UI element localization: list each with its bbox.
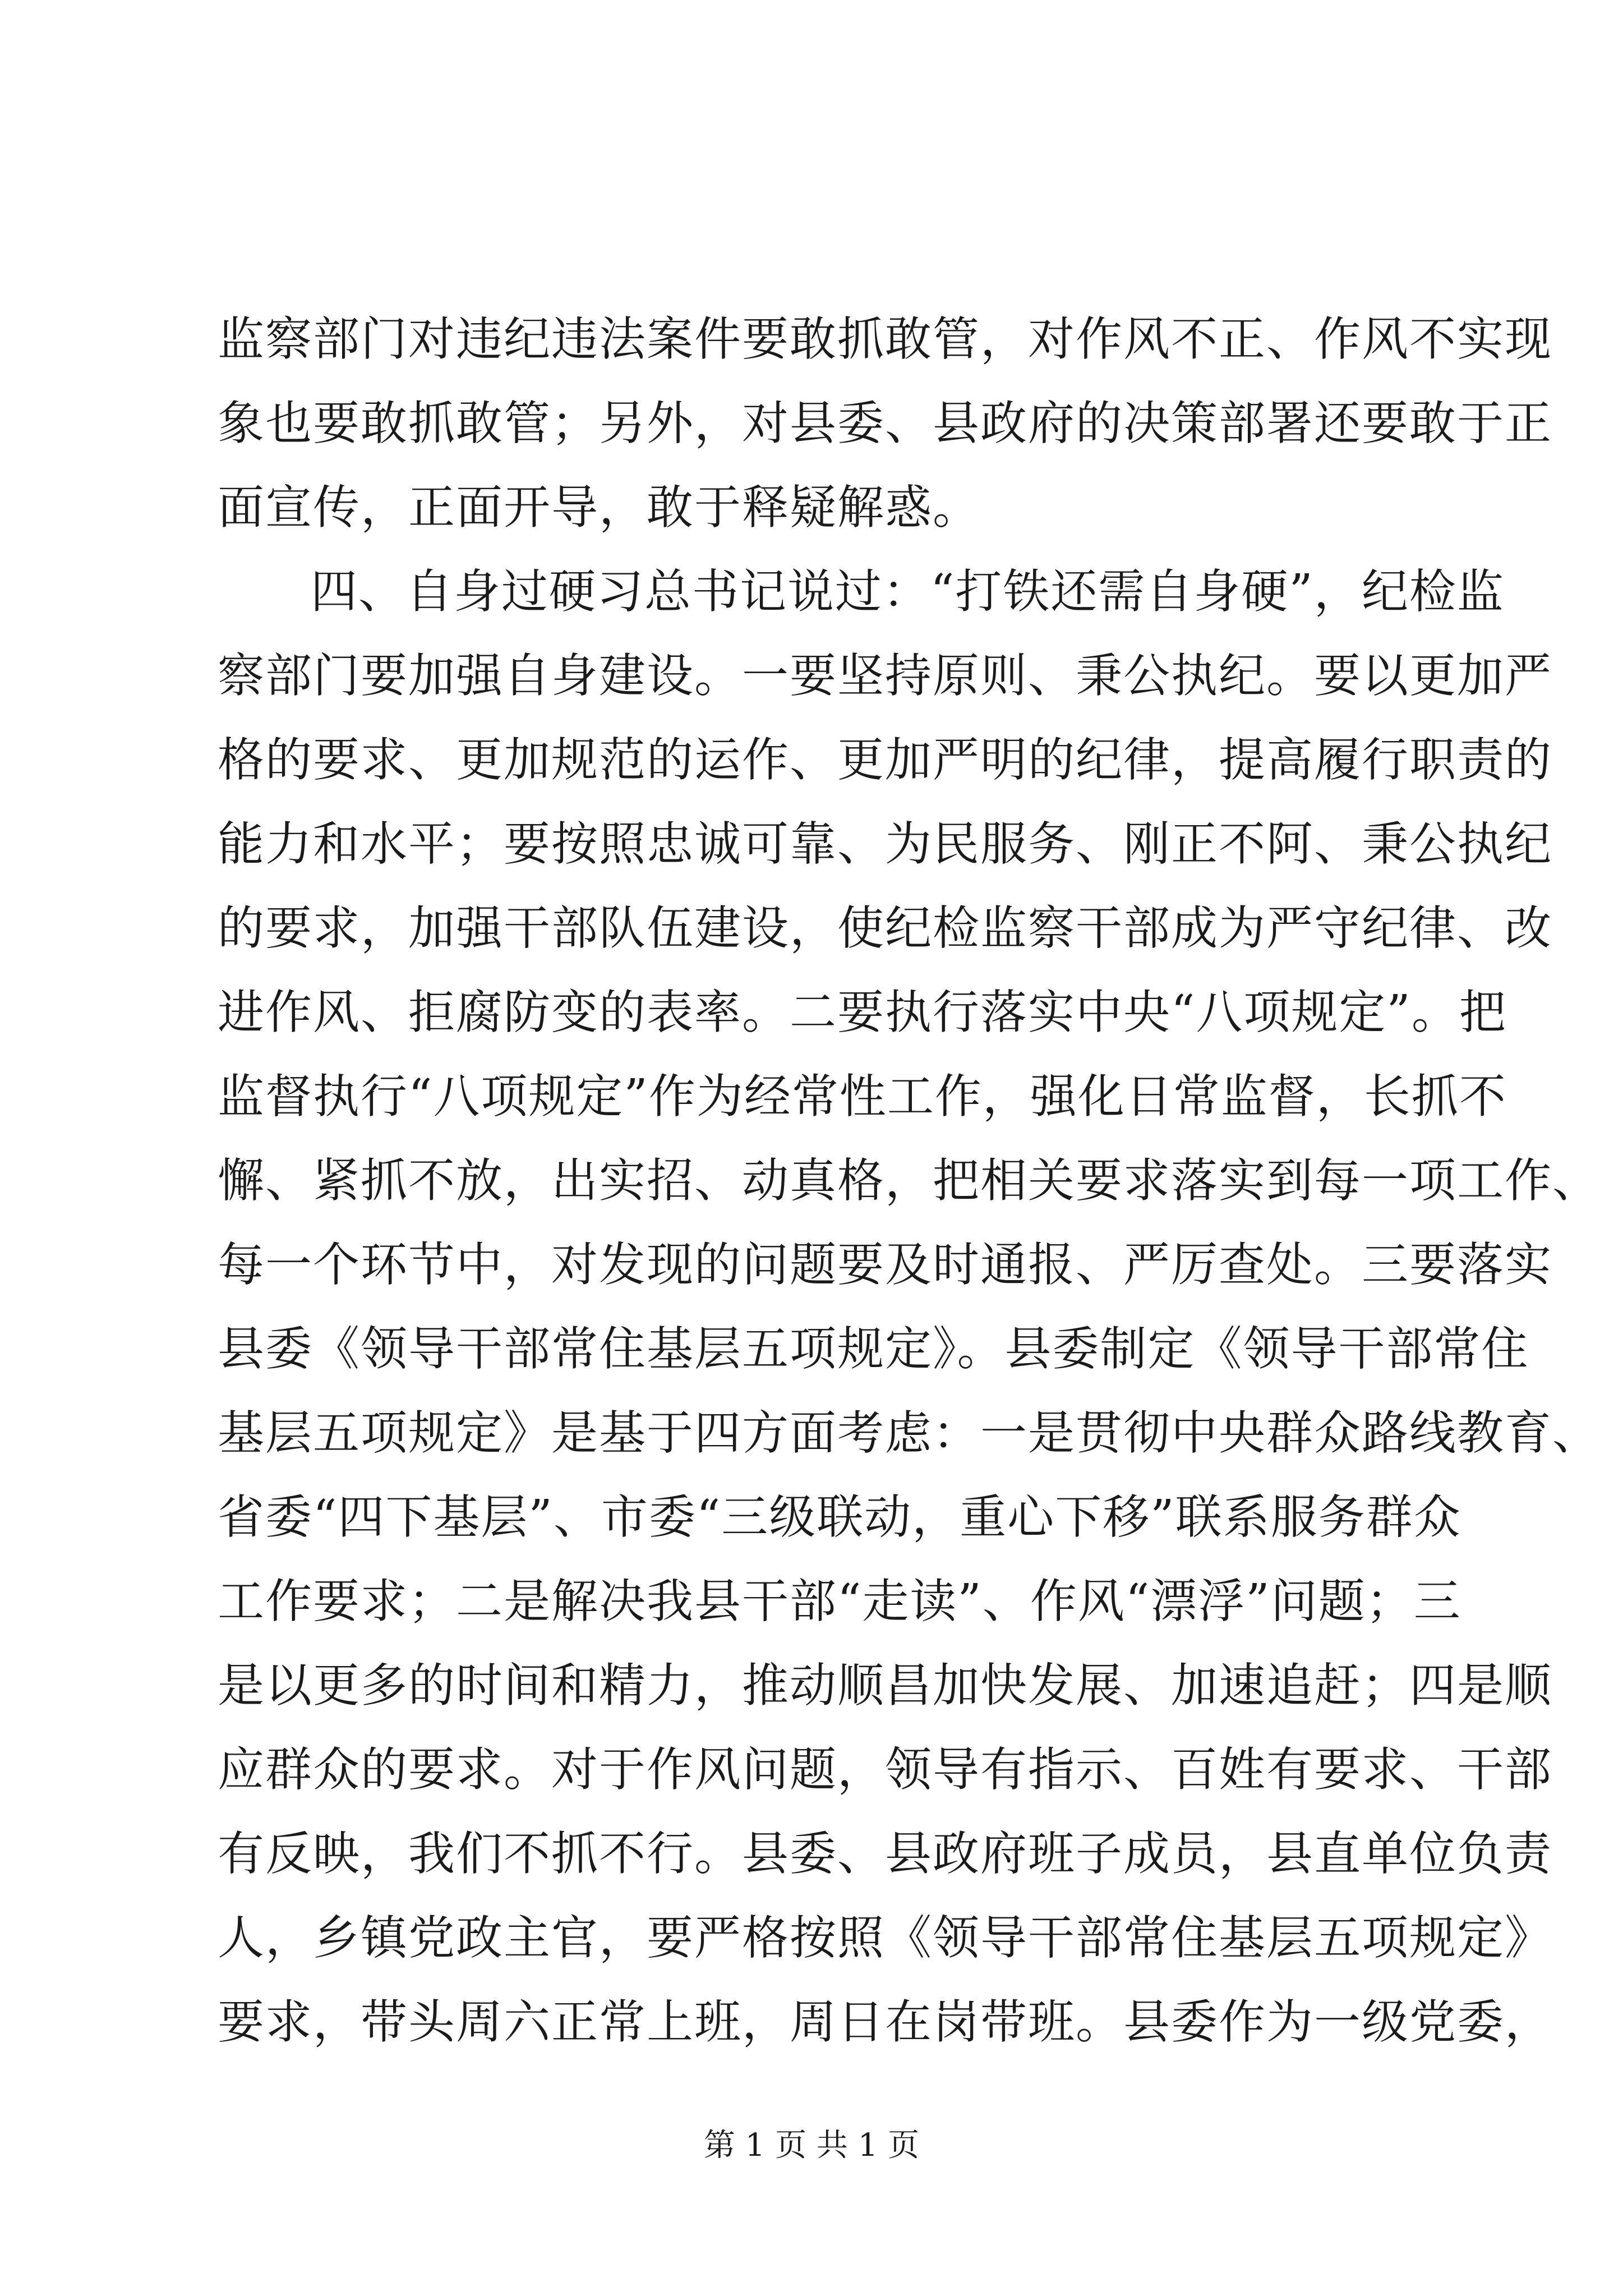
text-line: 基层五项规定》是基于四方面考虑：一是贯彻中央群众路线教育、 bbox=[218, 1406, 1600, 1460]
text-line: 的要求，加强干部队伍建设，使纪检监察干部成为严守纪律、改 bbox=[218, 901, 1552, 955]
text-line: 面宣传，正面开导，敢于释疑解惑。 bbox=[218, 480, 980, 535]
text-line: 能力和水平；要按照忠诚可靠、为民服务、刚正不阿、秉公执纪 bbox=[218, 817, 1552, 871]
text-line: 格的要求、更加规范的运作、更加严明的纪律，提高履行职责的 bbox=[218, 733, 1552, 787]
text-line: 懈、紧抓不放，出实招、动真格，把相关要求落实到每一项工作、 bbox=[218, 1153, 1600, 1208]
text-line: 工作要求；二是解决我县干部“走读”、作风“漂浮”问题；三 bbox=[218, 1574, 1461, 1628]
text-line: 有反映，我们不抓不行。县委、县政府班子成员，县直单位负责 bbox=[218, 1826, 1552, 1881]
text-line: 县委《领导干部常住基层五项规定》。县委制定《领导干部常住 bbox=[218, 1322, 1529, 1376]
text-line: 是以更多的时间和精力，推动顺昌加快发展、加速追赶；四是顺 bbox=[218, 1658, 1552, 1713]
text-line: 人，乡镇党政主官，要严格按照《领导干部常住基层五项规定》 bbox=[218, 1911, 1552, 1965]
text-line: 四、自身过硬习总书记说过：“打铁还需自身硬”，纪检监 bbox=[311, 564, 1505, 619]
text-line: 要求，带头周六正常上班，周日在岗带班。县委作为一级党委， bbox=[218, 1995, 1552, 2049]
text-line: 监察部门对违纪违法案件要敢抓敢管，对作风不正、作风不实现 bbox=[218, 312, 1552, 366]
text-line: 监督执行“八项规定”作为经常性工作，强化日常监督，长抓不 bbox=[218, 1069, 1507, 1124]
text-line: 应群众的要求。对于作风问题，领导有指示、百姓有要求、干部 bbox=[218, 1742, 1552, 1797]
text-line: 每一个环节中，对发现的问题要及时通报、严厉查处。三要落实 bbox=[218, 1237, 1552, 1292]
page-number-footer: 第 1 页 共 1 页 bbox=[703, 2127, 920, 2164]
text-line: 察部门要加强自身建设。一要坚持原则、秉公执纪。要以更加严 bbox=[218, 648, 1552, 703]
text-line: 进作风、拒腐防变的表率。二要执行落实中央“八项规定”。把 bbox=[218, 985, 1507, 1039]
text-line: 省委“四下基层”、市委“三级联动，重心下移”联系服务群众 bbox=[218, 1490, 1461, 1544]
text-line: 象也要敢抓敢管；另外，对县委、县政府的决策部署还要敢于正 bbox=[218, 396, 1552, 450]
